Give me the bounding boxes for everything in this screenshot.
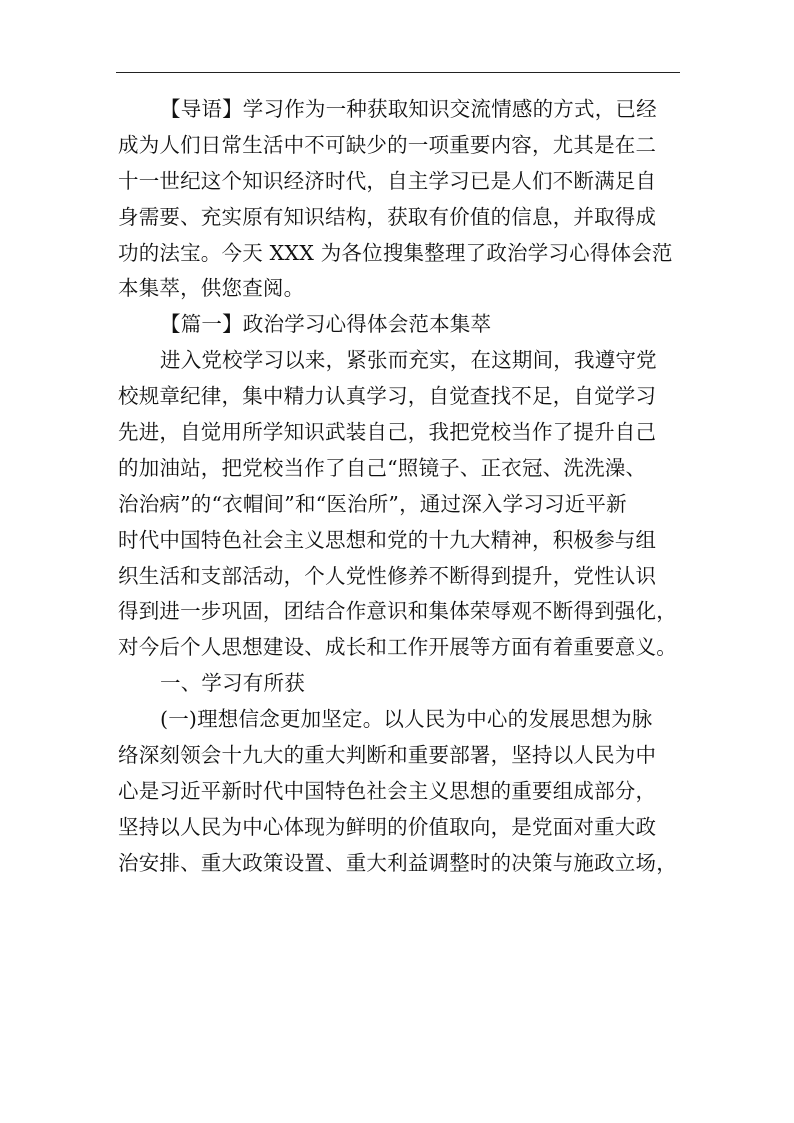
intro-line-2: 成为人们日常生活中不可缺少的一项重要内容，尤其是在二 [118, 132, 657, 157]
body-line-8: 得到进一步巩固，团结合作意识和集体荣辱观不断得到强化， [118, 599, 677, 624]
body-line-1: 进入党校学习以来，紧张而充实，在这期间，我遵守党 [160, 348, 657, 373]
intro-line-6: 本集萃，供您查阅。 [118, 276, 305, 301]
intro-line-5: 功的法宝。今天 XXX 为各位搜集整理了政治学习心得体会范 [118, 240, 673, 265]
body-line-14: 治安排、重大政策设置、重大利益调整时的决策与施政立场， [118, 850, 677, 875]
body-line-9: 对今后个人思想建设、成长和工作开展等方面有着重要意义。 [118, 635, 677, 660]
body-line-13: 坚持以人民为中心体现为鲜明的价值取向，是党面对重大政 [118, 814, 657, 839]
body-line-4: 的加油站，把党校当作了自己“照镜子、正衣冠、洗洗澡、 [118, 455, 647, 480]
intro-line-3: 十一世纪这个知识经济时代，自主学习已是人们不断满足自 [118, 168, 657, 193]
body-line-6: 时代中国特色社会主义思想和党的十九大精神，积极参与组 [118, 527, 657, 552]
body-line-5: 治治病”的“衣帽间”和“医治所”，通过深入学习习近平新 [118, 491, 627, 516]
document-body [118, 92, 684, 882]
body-line-7: 织生活和支部活动，个人党性修养不断得到提升，党性认识 [118, 563, 657, 588]
body-line-12: 心是习近平新时代中国特色社会主义思想的重要组成部分， [118, 778, 657, 803]
body-line-2: 校规章纪律，集中精力认真学习，自觉查找不足，自觉学习 [118, 384, 657, 409]
intro-line-4: 身需要、充实原有知识结构，获取有价值的信息，并取得成 [118, 204, 657, 229]
body-line-11: 络深刻领会十九大的重大判断和重要部署，坚持以人民为中 [118, 743, 657, 768]
section-title: 【篇一】政治学习心得体会范本集萃 [160, 312, 492, 337]
intro-line-1: 【导语】学习作为一种获取知识交流情感的方式，已经 [160, 97, 657, 121]
body-line-3: 先进，自觉用所学知识武装自己，我把党校当作了提升自己 [118, 420, 657, 445]
subsection-heading: 一、学习有所获 [160, 671, 305, 696]
header-rule [116, 72, 680, 73]
body-line-10: (一)理想信念更加坚定。以人民为中心的发展思想为脉 [160, 707, 653, 732]
